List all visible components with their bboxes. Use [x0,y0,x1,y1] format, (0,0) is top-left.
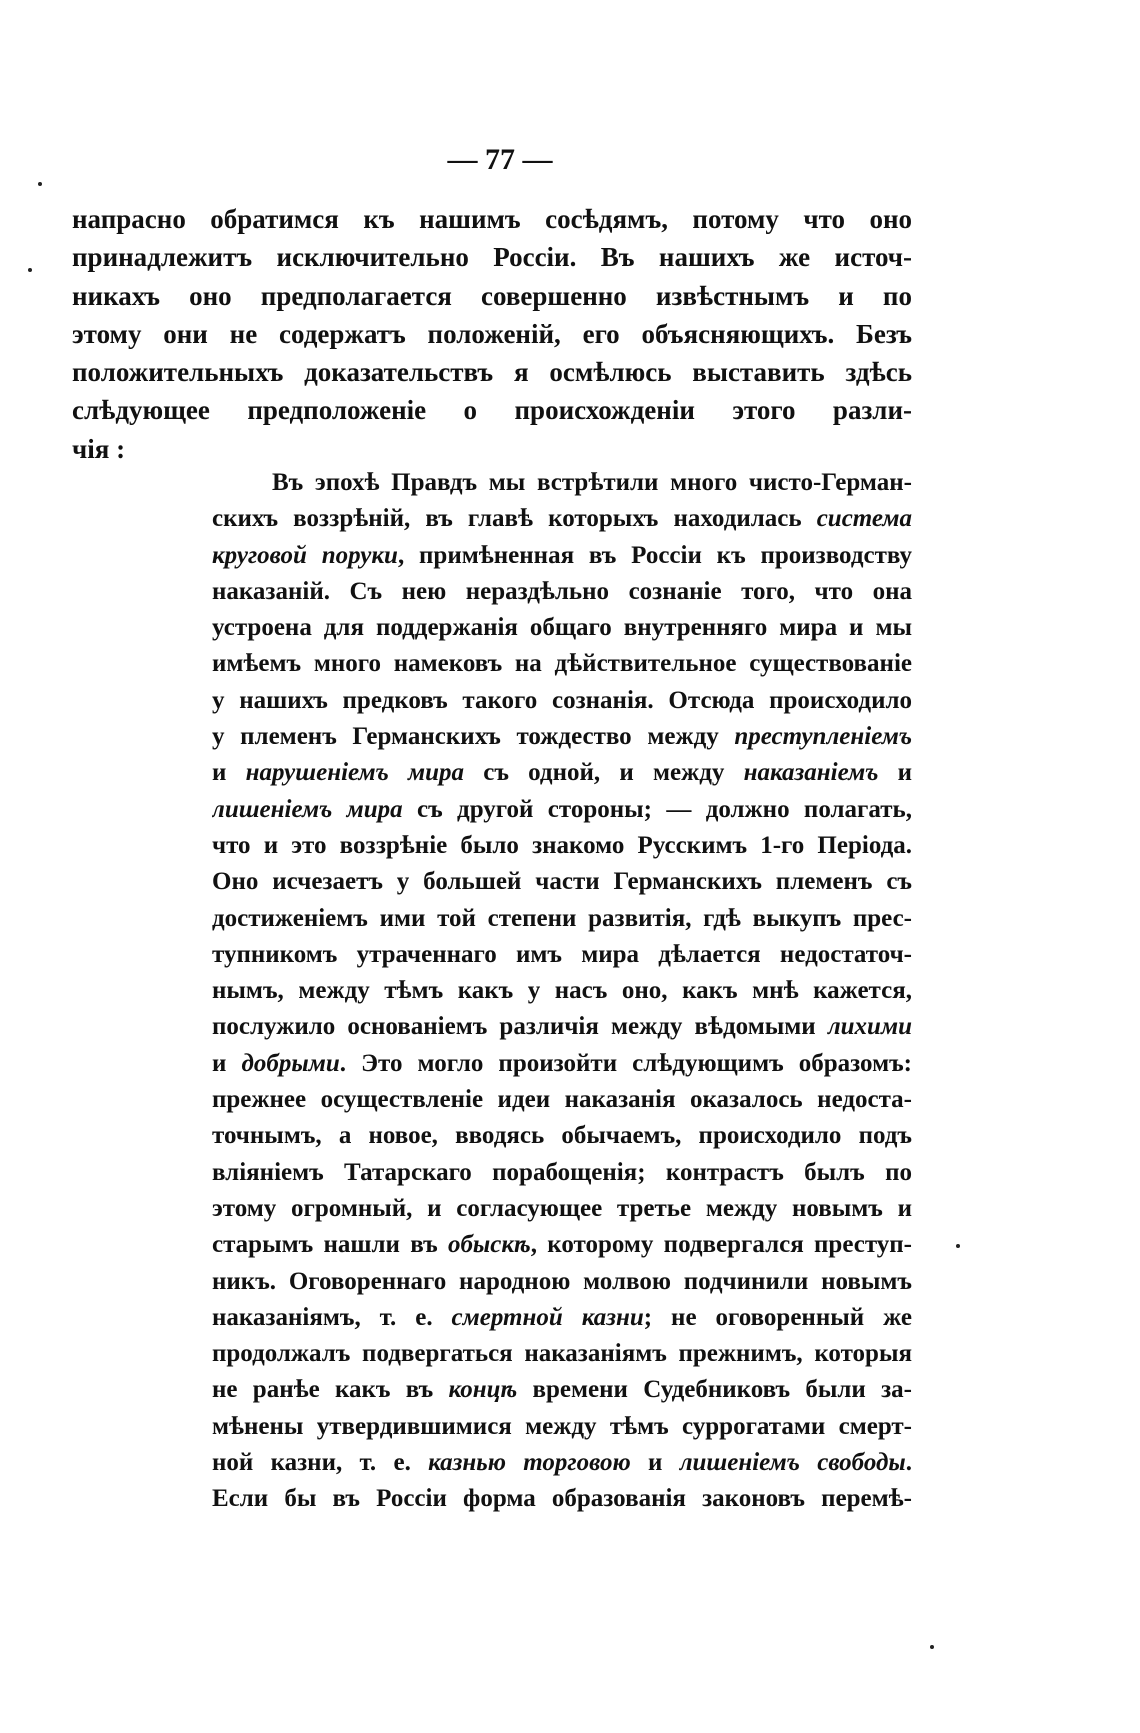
text-segment: ; не оговоренный же [643,1303,912,1331]
text-line [212,1082,912,1118]
text-segment: устроена для поддержанія общаго внутренняго мира и мы [212,614,912,642]
text-line [212,1227,912,1263]
italic-term: лишеніемъ свободы [679,1449,906,1477]
text-segment: скихъ воззрѣній, въ главѣ которыхъ находилась [212,505,817,533]
text-segment: точнымъ, а новое, вводясь обычаемъ, происходило подъ [212,1122,912,1150]
text-segment: Если бы въ Россіи форма образованія законовъ перемѣ- [212,1485,912,1513]
text-segment: съ одной, и между [464,759,744,787]
text-line [212,683,912,719]
text-segment: и [212,1049,242,1077]
text-line [212,864,912,900]
text-segment: прежнее осуществленіе идеи наказанія оказалось недоста- [212,1086,912,1114]
text-line: никахъ оно предполагается совершенно извѣстнымъ и по [72,280,912,311]
text-line [212,1445,912,1481]
text-line: этому они не содержатъ положеній, его объясняющихъ. Безъ [72,318,912,349]
page-speck [956,1244,960,1248]
indented-paragraph [212,465,912,1518]
italic-term: обыскѣ [447,1231,531,1259]
text-segment: этому огромный, и согласующее третье между новымъ и [212,1194,912,1222]
text-line: слѣдующее предположеніе о происхожденіи этого разли- [72,395,912,426]
text-segment: наказаній. Съ нею нераздѣльно сознаніе того, что она [212,577,912,605]
text-segment: достиженіемъ ими той степени развитія, гдѣ выкупъ прес- [212,904,912,932]
text-line [212,1191,912,1227]
text-segment: и [630,1449,680,1477]
text-line [212,1300,912,1336]
italic-term: наказаніемъ [743,759,879,787]
text-line [212,501,912,537]
italic-term: смертной казни [451,1303,644,1331]
italic-term: нарушеніемъ мира [245,759,465,787]
text-segment: продолжалъ подвергаться наказаніямъ прежнимъ, которыя [212,1340,912,1368]
text-line [212,1009,912,1045]
text-segment: послужило основаніемъ различія между вѣдомыми [212,1013,828,1041]
italic-term: система [816,505,912,533]
text-segment: старымъ нашли въ [212,1231,448,1259]
text-segment: не ранѣе какъ въ [212,1376,449,1404]
text-segment: мѣнены утвердившимися между тѣмъ суррогатами смерт- [212,1412,912,1440]
text-segment: Оно исчезаетъ у большей части Германскихъ племенъ съ [212,868,912,896]
text-segment: . [905,1449,912,1477]
italic-term: концѣ [448,1376,518,1404]
text-segment: ной казни, т. е. [212,1449,429,1477]
intro-paragraph [72,200,912,468]
italic-term: преступленіемъ [734,723,912,751]
text-line [212,1118,912,1154]
text-segment: , примѣненная въ Россіи къ производству [397,541,912,569]
text-line [212,755,912,791]
text-line [212,1336,912,1372]
text-line: напрасно обратимся къ нашимъ сосѣдямъ, потому что оно [72,204,912,234]
text-line [212,719,912,755]
text-segment: вліяніемъ Татарскаго порабощенія; контрастъ былъ по [212,1158,912,1186]
text-segment: никъ. Оговореннаго народною молвою подчинили новымъ [212,1267,912,1295]
page-speck [28,268,32,272]
text-segment: тупникомъ утраченнаго имъ мира дѣлается недостаточ- [212,940,912,968]
text-line: положительныхъ доказательствъ я осмѣлюсь выставить здѣсь [72,357,912,388]
text-segment: . Это могло произойти слѣдующимъ образомъ: [339,1049,912,1077]
text-line [212,1264,912,1300]
text-segment: у племенъ Германскихъ тождество между [212,723,735,751]
italic-term: лихими [827,1013,912,1041]
text-line [212,901,912,937]
text-line [212,792,912,828]
page-number: — 77 — [447,143,553,176]
text-segment: что и это воззрѣніе было знакомо Русскимъ 1-го Періода. [212,831,912,859]
text-line [212,1409,912,1445]
italic-term: круговой поруки [212,541,398,569]
text-line [212,610,912,646]
text-line [212,646,912,682]
text-segment: времени Судебниковъ были за- [517,1376,912,1404]
text-segment: съ другой стороны; — должно полагать, [402,795,912,823]
italic-term: лишеніемъ мира [212,795,403,823]
italic-term: казнью торговою [428,1449,631,1477]
page-speck [38,182,42,186]
text-line [212,973,912,1009]
text-line [212,465,912,501]
text-segment: , которому подвергался преступ- [530,1231,912,1259]
italic-term: добрыми [241,1049,340,1077]
text-line [212,1155,912,1191]
text-segment: и [878,759,912,787]
text-line: принадлежитъ исключительно Россіи. Въ нашихъ же источ- [72,242,912,273]
text-segment: наказаніямъ, т. е. [212,1303,452,1331]
text-segment: нымъ, между тѣмъ какъ у насъ оно, какъ мнѣ кажется, [212,977,912,1005]
text-segment: у нашихъ предковъ такого сознанія. Отсюда происходило [212,686,912,714]
text-line [212,828,912,864]
text-line [212,1372,912,1408]
text-line [212,937,912,973]
text-segment: Въ эпохѣ Правдъ мы встрѣтили много чисто-Герман- [272,469,912,496]
text-line [212,1481,912,1517]
text-segment: и [212,759,246,787]
text-line [212,1046,912,1082]
page-speck [930,1645,934,1649]
text-line: чія : [72,433,126,464]
text-segment: имѣемъ много намековъ на дѣйствительное существованіе [212,650,912,678]
text-line [212,574,912,610]
text-line [212,538,912,574]
